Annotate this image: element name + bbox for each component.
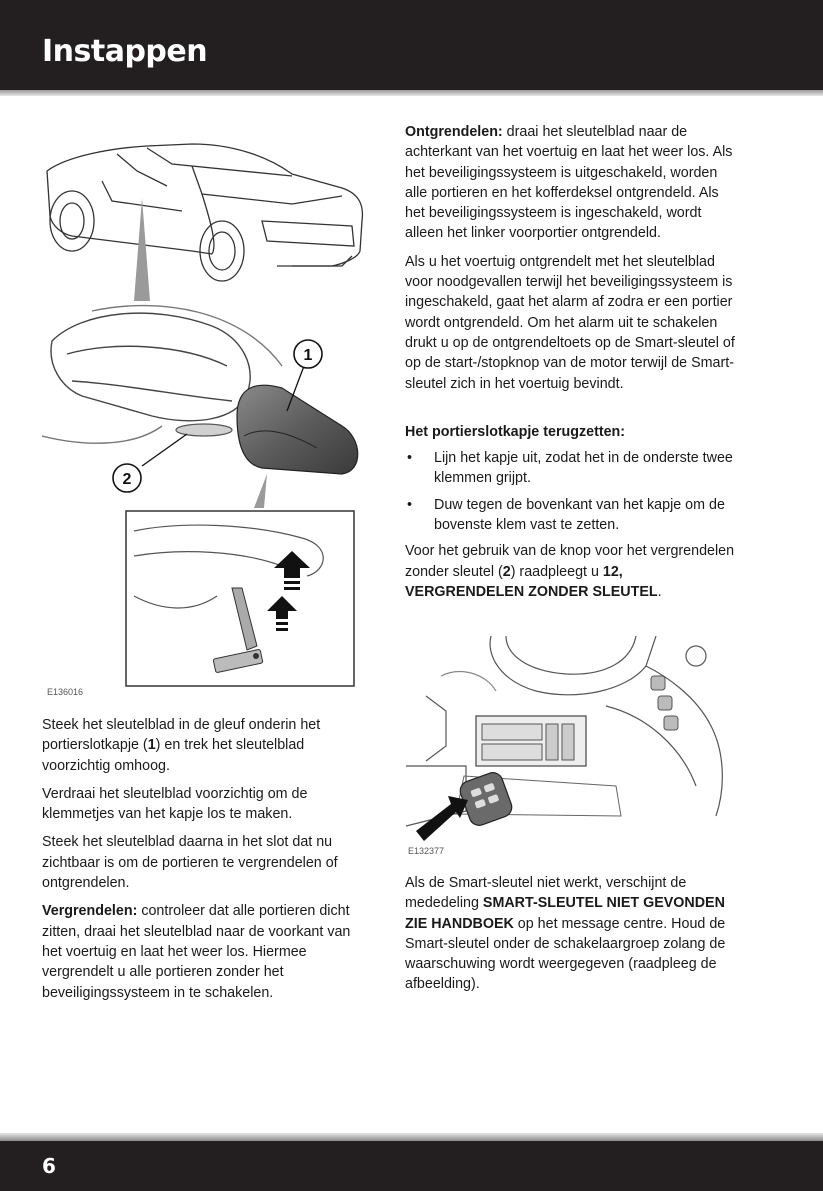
keyless-button xyxy=(176,424,232,436)
left-column xyxy=(42,715,370,1011)
paragraph: Steek het sleutelblad in de gleuf onderin het portierslotkapje (1) en trek het sleutelblad voorzichtig omhoog. xyxy=(42,717,321,774)
paragraph: Verdraai het sleutelblad voorzichtig om de klemmetjes van het kapje los te maken. xyxy=(42,785,308,823)
bullet-list xyxy=(405,448,735,535)
bullet-symbol: • xyxy=(407,496,413,513)
smart-key-illustration xyxy=(406,636,733,858)
callout-label-2: 2 xyxy=(122,471,132,488)
right-column-bottom xyxy=(405,873,735,1003)
page-title: Instappen xyxy=(42,34,208,69)
paragraph: Steek het sleutelblad daarna in het slot dat nu zichtbaar is om de portieren te vergrendelen of ontgrendelen. xyxy=(42,834,338,892)
figure-code: E136016 xyxy=(47,687,84,697)
lock-cap xyxy=(237,385,358,474)
list-item: • Lijn het kapje uit, zodat het in de onderste twee klemmen grijpt. xyxy=(407,450,733,487)
term-label: Ontgrendelen: xyxy=(405,124,503,140)
bullet-symbol: • xyxy=(407,450,413,467)
callout-label-1: 1 xyxy=(303,347,313,364)
footer-divider xyxy=(0,1133,823,1141)
car-outline xyxy=(47,144,362,281)
paragraph: Voor het gebruik van de knop voor het vergrendelen zonder sleutel (2) raadpleegt u 12, VERGRENDELEN ZONDER SLEUTEL. xyxy=(405,543,735,600)
cross-reference: 12, VERGRENDELEN ZONDER SLEUTEL xyxy=(405,563,658,600)
arrow-icon xyxy=(416,796,468,841)
term-label: Vergrendelen: xyxy=(42,903,138,920)
paragraph: Ontgrendelen: draai het sleutelblad naar de achterkant van het voertuig en laat het weer los. Als het beveiligingssysteem is uitgeschakeld, worden alle portieren en het kofferdeksel ontgrendeld. Als het beveiligingssysteem is ingeschakeld, wordt alleen het linker voorportier ontgrendeld. xyxy=(405,124,733,242)
smart-key-drawing xyxy=(406,636,733,858)
paragraph: Als u het voertuig ontgrendelt met het sleutelblad voor noodgevallen terwijl het beveiligingssysteem is ingeschakeld, gaat het alarm af zodra er een portier wordt ontgrendeld. Om het alarm uit te schakelen drukt u op de ontgrendeltoets op de Smart-sleutel of op de start-/stopknop van de motor terwijl de Smart-sleutel zich in het voertuig bevindt. xyxy=(405,253,735,392)
list-item: • Duw tegen de bovenkant van het kapje om de bovenste klem vast te zetten. xyxy=(407,496,725,534)
page-footer xyxy=(0,1141,823,1191)
figure-code: E132377 xyxy=(408,846,445,856)
page-header xyxy=(0,0,823,90)
section-heading: Het portierslotkapje terugzetten: xyxy=(405,423,626,440)
paragraph: Vergrendelen: controleer dat alle portieren dicht zitten, draai het sleutelblad naar de voorkant van het voertuig en laat het weer los. Hiermee vergrendelt u alle portieren zonder het beveiligingssysteem in te schakelen. xyxy=(42,903,351,1001)
right-column-top xyxy=(405,122,735,610)
door-handle-drawing xyxy=(42,126,367,701)
page-number: 6 xyxy=(42,1154,56,1178)
paragraph: Als de Smart-sleutel niet werkt, verschijnt de mededeling SMART-SLEUTEL NIET GEVONDEN ZIE HANDBOEK op het message centre. Houd de Smart-sleutel onder de schakelaargroep zolang de waarschuwing wordt weergegeven (raadpleeg de afbeelding). xyxy=(405,875,726,993)
door-handle-illustration xyxy=(42,126,367,701)
message-text: SMART-SLEUTEL NIET GEVONDEN ZIE HANDBOEK xyxy=(405,895,725,932)
header-divider xyxy=(0,90,823,96)
